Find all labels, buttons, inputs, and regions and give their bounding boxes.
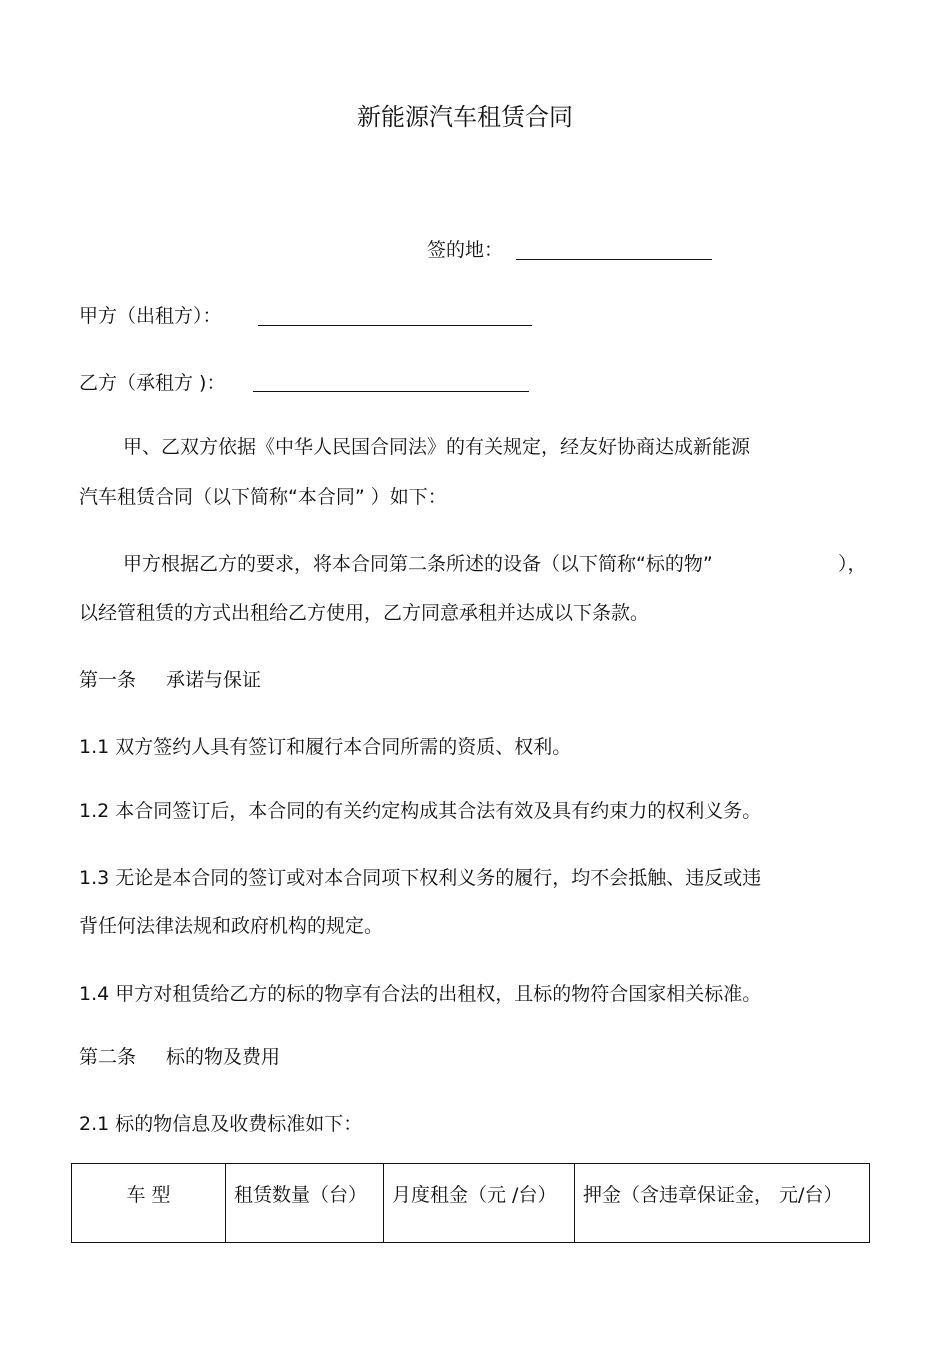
intro2-paragraph-line2: 以经管租赁的方式出租给乙方使用，乙方同意承租并达成以下条款。 <box>79 602 650 624</box>
clause-1-3-line1: 1.3 无论是本合同的签订或对本合同项下权利义务的履行，均不会抵触、违反或违 <box>79 867 762 889</box>
intro2-paragraph-paren: ）， <box>838 553 867 575</box>
clause-2-1: 2.1 标的物信息及收费标准如下： <box>79 1113 363 1135</box>
party-a-blank <box>258 325 532 326</box>
fee-table <box>71 1163 870 1243</box>
table-header-row <box>72 1164 870 1243</box>
intro-paragraph-line1: 甲、乙双方依据《中华人民国合同法》的有关规定，经友好协商达成新能源 <box>123 436 751 458</box>
party-b-blank <box>253 391 529 392</box>
article2-heading: 标的物及费用 <box>166 1046 281 1068</box>
party-b-label: 乙方（承租方 )： <box>79 372 226 394</box>
intro-paragraph-line2: 汽车租赁合同（以下简称“本合同” ）如下： <box>79 486 447 508</box>
document-title: 新能源汽车租赁合同 <box>357 103 573 131</box>
clause-1-2: 1.2 本合同签订后，本合同的有关约定构成其合法有效及具有约束力的权利义务。 <box>79 800 762 822</box>
article2-number: 第二条 <box>79 1046 137 1068</box>
table-header-cell: 租赁数量（台） <box>226 1164 384 1243</box>
article1-number: 第一条 <box>79 669 137 691</box>
article1-heading: 承诺与保证 <box>166 669 262 691</box>
sign-place-blank <box>516 259 712 260</box>
intro2-paragraph-line1: 甲方根据乙方的要求，将本合同第二条所述的设备（以下简称“标的物” <box>123 553 713 575</box>
clause-1-1: 1.1 双方签约人具有签订和履行本合同所需的资质、权利。 <box>79 736 572 758</box>
sign-place-label: 签的地： <box>427 239 504 261</box>
table-header-cell: 押金（含违章保证金， 元/台） <box>575 1164 870 1243</box>
party-a-label: 甲方（出租方）： <box>79 305 222 327</box>
table-header-cell: 月度租金（元 /台） <box>384 1164 575 1243</box>
clause-1-3-line2: 背任何法律法规和政府机构的规定。 <box>79 915 384 937</box>
clause-1-4: 1.4 甲方对租赁给乙方的标的物享有合法的出租权，且标的物符合国家相关标准。 <box>79 983 762 1005</box>
table-header-cell: 车 型 <box>72 1164 226 1243</box>
